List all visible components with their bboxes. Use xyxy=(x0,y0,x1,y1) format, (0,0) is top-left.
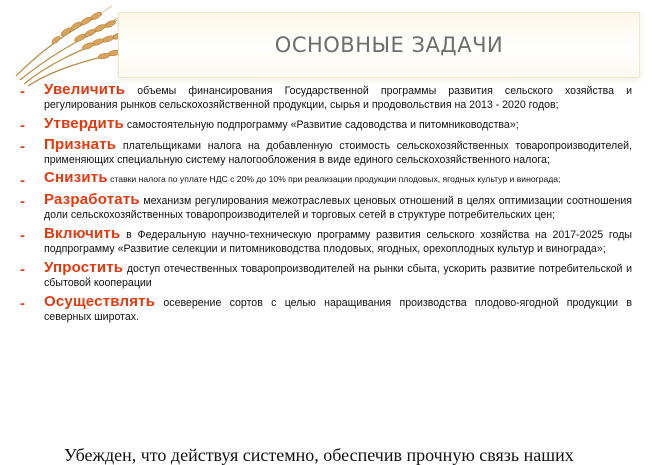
bullet-dash: - xyxy=(20,172,25,189)
task-keyword: Признать xyxy=(44,136,117,153)
task-text: самостоятельную подпрограмму «Развитие садоводства и питомниководства»; xyxy=(123,119,519,131)
bullet-dash: - xyxy=(20,193,25,210)
bullet-dash: - xyxy=(20,138,25,155)
task-text: ставки налога по уплате НДС с 20% до 10% при реализации продукции плодовых, ягодных культур и винограда; xyxy=(107,174,561,184)
page-title: ОСНОВНЫЕ ЗАДАЧИ xyxy=(274,33,504,57)
task-paragraph xyxy=(44,295,632,324)
bullet-dash: - xyxy=(20,227,25,244)
bullet-dash: - xyxy=(20,261,25,278)
task-paragraph xyxy=(44,117,632,133)
task-keyword: Разработать xyxy=(44,191,140,208)
task-paragraph xyxy=(44,193,632,222)
task-text: осеверение сортов с целью наращивания производства плодово-ягодной продукции в северных широтах. xyxy=(44,297,632,323)
tasks-list xyxy=(20,83,632,329)
task-keyword: Включить xyxy=(44,225,121,242)
task-keyword: Утвердить xyxy=(44,115,124,132)
task-paragraph xyxy=(44,138,632,167)
bullet-dash: - xyxy=(20,83,25,100)
list-item xyxy=(20,169,632,189)
task-text: в Федеральную научно-техническую программу развития сельского хозяйства на 2017-2025 годы подпрограмму «Развитие селекции и питомниководства плодовых, ягодных, орехоплодных культур и винограда»; xyxy=(44,229,632,255)
list-item xyxy=(20,227,632,256)
task-keyword: Увеличить xyxy=(44,81,126,98)
list-item xyxy=(20,83,632,112)
title-banner xyxy=(118,12,640,78)
task-keyword: Снизить xyxy=(44,169,108,186)
footer-text: Убежден, что действуя системно, обеспечив прочную связь наших xyxy=(64,445,574,465)
wheat-ears-icon xyxy=(6,4,136,88)
task-text: доступ отечественных товаропроизводителей на рынки сбыта, ускорить развитие потребительской и сбытовой кооперации xyxy=(44,263,632,289)
bullet-dash: - xyxy=(20,117,25,134)
task-paragraph xyxy=(44,227,632,256)
task-paragraph xyxy=(44,261,632,290)
task-paragraph xyxy=(44,169,632,188)
task-paragraph xyxy=(44,83,632,112)
task-keyword: Осуществлять xyxy=(44,293,156,310)
task-text: объемы финансирования Государственной программы развития сельского хозяйства и регулирования рынков сельскохозяйственной продукции, сырья и продовольствия на 2013 - 2020 годов; xyxy=(44,85,632,111)
task-text: плательщиками налога на добавленную стоимость сельскохозяйственных товаропроизводителей, применяющих специальную систему налогообложения в виде единого сельскохозяйственного налога; xyxy=(44,140,632,166)
list-item xyxy=(20,117,632,133)
list-item xyxy=(20,295,632,324)
list-item xyxy=(20,261,632,290)
list-item xyxy=(20,138,632,167)
task-text: механизм регулирования межотраслевых ценовых отношений в целях оптимизации соотношения доли сельскохозяйственных товаропроизводителей и торговых сетей в структуре потребительских цен; xyxy=(44,195,632,221)
bullet-dash: - xyxy=(20,295,25,312)
task-keyword: Упростить xyxy=(44,259,124,276)
list-item xyxy=(20,193,632,222)
